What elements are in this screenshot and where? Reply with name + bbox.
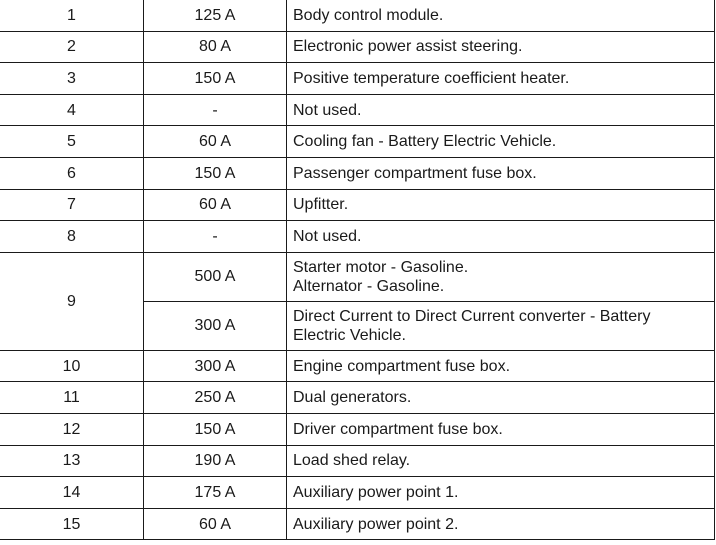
description-line: Auxiliary power point 1. <box>293 483 459 501</box>
fuse-amperage: 190 A <box>144 445 287 477</box>
description-line: Direct Current to Direct Current converter - Battery <box>293 307 651 325</box>
table-row <box>0 94 715 126</box>
table-row <box>0 382 715 414</box>
fuse-number: 6 <box>0 157 144 189</box>
description-line: Not used. <box>293 101 362 119</box>
description-line: Passenger compartment fuse box. <box>293 164 537 182</box>
fuse-number: 2 <box>0 31 144 63</box>
fuse-amperage: 60 A <box>144 508 287 540</box>
table-row <box>0 0 715 31</box>
fuse-number: 12 <box>0 413 144 445</box>
description-line: Not used. <box>293 227 362 245</box>
fuse-number: 4 <box>0 94 144 126</box>
table-row <box>0 189 715 221</box>
fuse-number: 8 <box>0 221 144 253</box>
table-row <box>0 63 715 95</box>
description-line: Body control module. <box>293 6 444 24</box>
fuse-amperage: - <box>144 94 287 126</box>
table-row <box>0 252 715 301</box>
fuse-number: 13 <box>0 445 144 477</box>
fuse-amperage: 175 A <box>144 477 287 509</box>
fuse-number: 7 <box>0 189 144 221</box>
table-row <box>0 31 715 63</box>
fuse-number: 15 <box>0 508 144 540</box>
description-line: Auxiliary power point 2. <box>293 515 459 533</box>
fuse-description <box>287 157 715 189</box>
fuse-description <box>287 189 715 221</box>
fuse-description <box>287 221 715 253</box>
description-line: Engine compartment fuse box. <box>293 357 511 375</box>
fuse-description <box>287 63 715 95</box>
fuse-description <box>287 413 715 445</box>
table-row <box>0 221 715 253</box>
fuse-description <box>287 350 715 382</box>
table-row <box>0 477 715 509</box>
fuse-description <box>287 0 715 31</box>
description-line: Driver compartment fuse box. <box>293 420 503 438</box>
description-line: Electronic power assist steering. <box>293 38 523 56</box>
table-row <box>0 508 715 540</box>
fuse-number: 10 <box>0 350 144 382</box>
fuse-number: 11 <box>0 382 144 414</box>
fuse-description <box>287 301 715 350</box>
fuse-number: 1 <box>0 0 144 31</box>
fuse-amperage: 150 A <box>144 157 287 189</box>
description-line: Starter motor - Gasoline. <box>293 258 469 276</box>
fuse-amperage: 150 A <box>144 413 287 445</box>
fuse-number: 5 <box>0 126 144 158</box>
description-line: Dual generators. <box>293 389 412 407</box>
fuse-number: 14 <box>0 477 144 509</box>
description-line: Alternator - Gasoline. <box>293 277 445 295</box>
table-row <box>0 350 715 382</box>
fuse-amperage: 250 A <box>144 382 287 414</box>
fuse-amperage: 60 A <box>144 126 287 158</box>
description-line: Electric Vehicle. <box>293 326 406 344</box>
table-row <box>0 126 715 158</box>
fuse-description <box>287 252 715 301</box>
table-row <box>0 157 715 189</box>
fuse-amperage: 80 A <box>144 31 287 63</box>
fuse-amperage: 300 A <box>144 301 287 350</box>
fuse-description <box>287 477 715 509</box>
description-line: Positive temperature coefficient heater. <box>293 69 570 87</box>
fuse-number: 9 <box>0 252 144 350</box>
fuse-amperage: - <box>144 221 287 253</box>
fuse-description <box>287 94 715 126</box>
table-row <box>0 413 715 445</box>
description-line: Upfitter. <box>293 196 349 214</box>
fuse-amperage: 500 A <box>144 252 287 301</box>
fuse-description <box>287 382 715 414</box>
fuse-amperage: 125 A <box>144 0 287 31</box>
fuse-amperage: 60 A <box>144 189 287 221</box>
description-line: Cooling fan - Battery Electric Vehicle. <box>293 133 557 151</box>
fuse-description <box>287 31 715 63</box>
description-line: Load shed relay. <box>293 452 411 470</box>
fuse-amperage: 150 A <box>144 63 287 95</box>
fuse-description <box>287 445 715 477</box>
fuse-description <box>287 126 715 158</box>
fuse-number: 3 <box>0 63 144 95</box>
fuse-amperage: 300 A <box>144 350 287 382</box>
fuse-description <box>287 508 715 540</box>
table-row <box>0 445 715 477</box>
